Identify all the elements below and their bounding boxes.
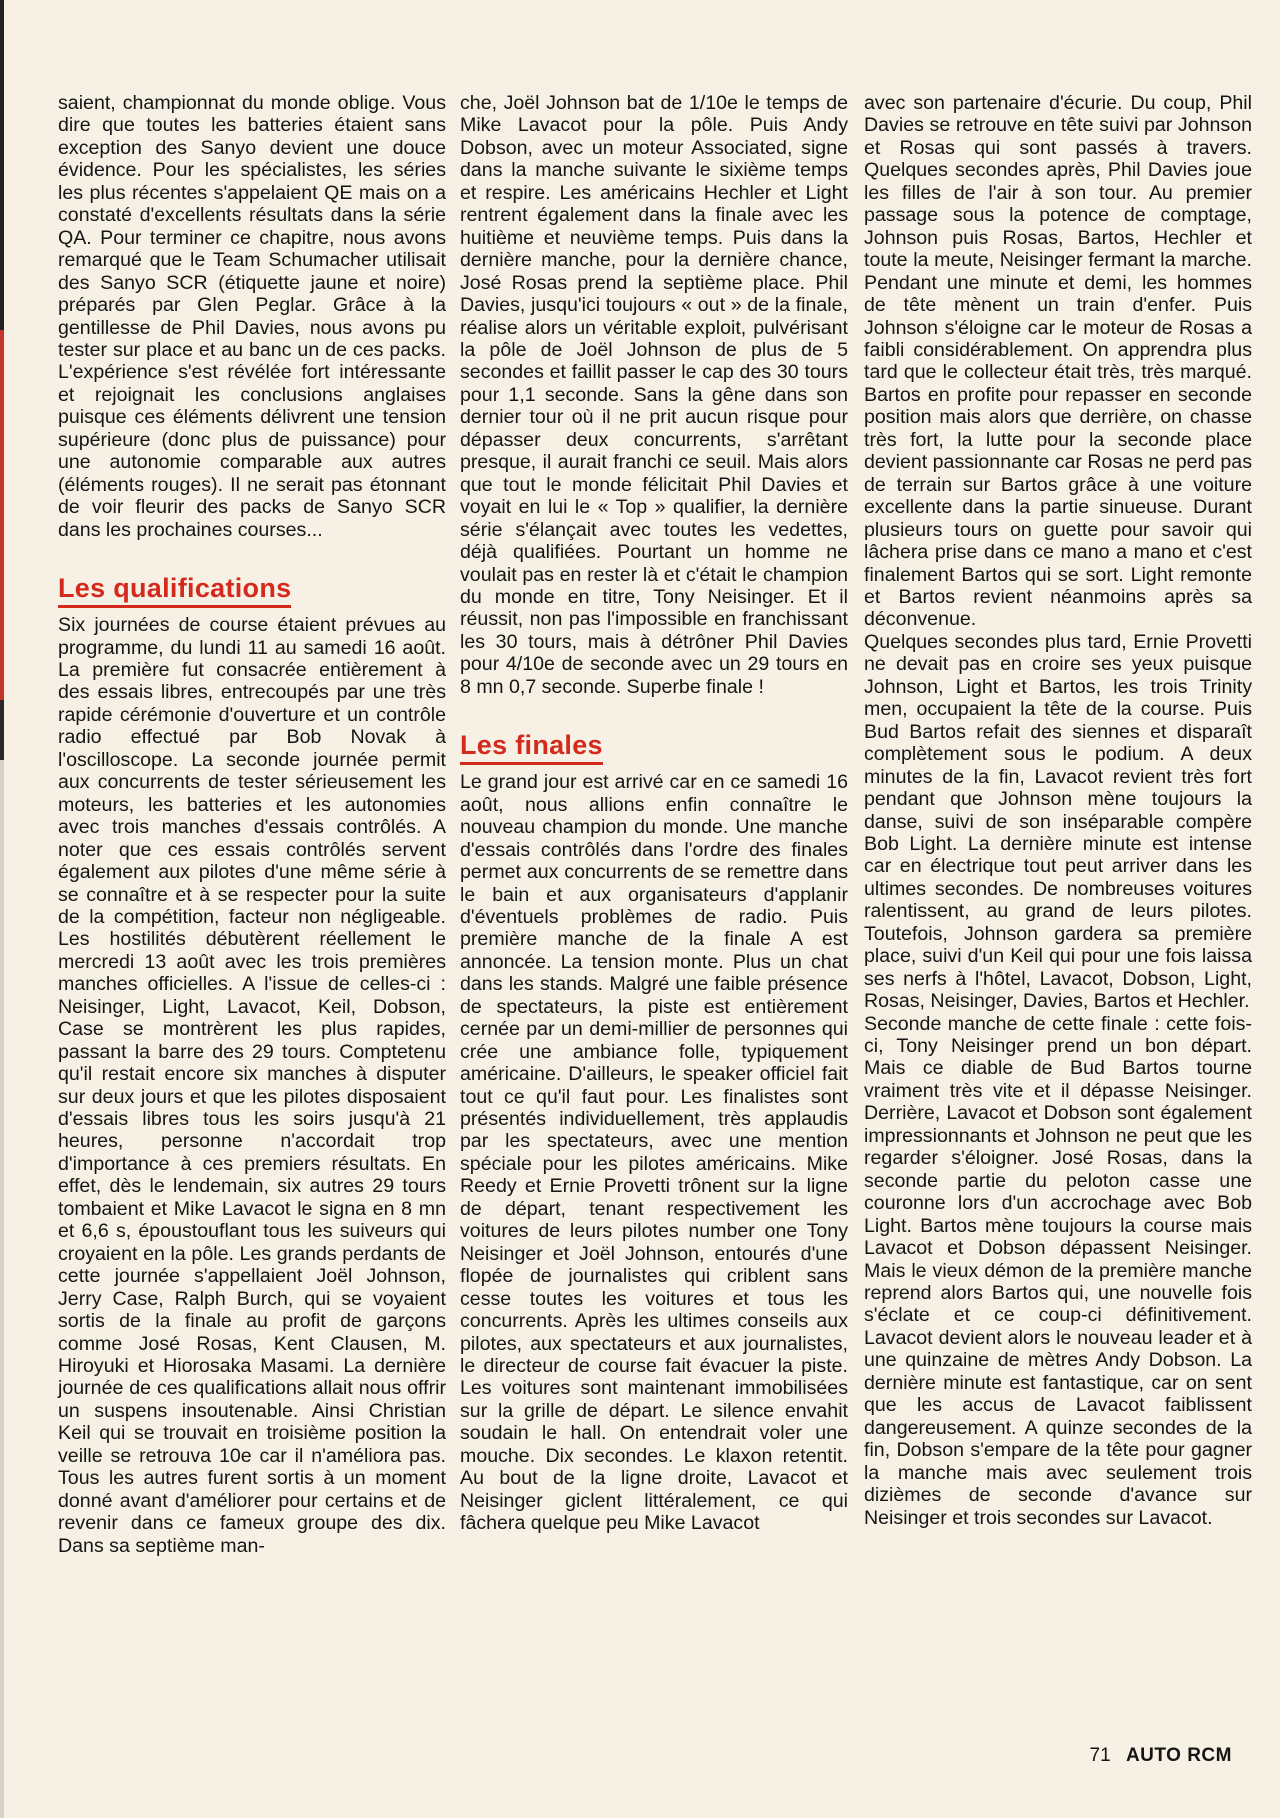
- paragraph: Seconde manche de cette finale : cette fois-ci, Tony Neisinger prend un bon départ. Mais ce diable de Bud Bartos tourne vraiment très vite et il dépasse Neisinger. Derrière, Lavacot et Dobson sont également impressionnants et Johnson ne peut que les regarder s'éloigner. José Rosas, dans la seconde partie du peloton casse une couronne lors d'un accrochage avec Bob Light. Bartos mène toujours la course mais Lavacot et Dobson dépassent Neisinger. Mais le vieux démon de la première manche reprend alors Bartos qui, une nouvelle fois s'éclate et ce coup-ci définitivement. Lavacot devient alors le nouveau leader et à une quinzaine de mètres Andy Dobson. La dernière minute est fantastique, car on sent que les accus de Lavacot faiblissent dangereusement. A quinze secondes de la fin, Dobson s'empare de la tête pour gagner la manche mais avec seulement trois dizièmes de seconde d'avance sur Neisinger et trois secondes sur Lavacot.: [864, 1012, 1252, 1529]
- paragraph: Six journées de course étaient prévues au programme, du lundi 11 au samedi 16 août. La première fut consacrée entièrement à des essais libres, entrecoupés par une très rapide cérémonie d'ouverture et un contrôle radio effectué par Bob Novak à l'oscilloscope. La seconde journée permit aux concurrents de tester sérieusement les moteurs, les batteries et les autonomies avec trois manches d'essais contrôlés. A noter que ces essais contrôlés servent également aux pilotes d'une même série à se connaître et à se respecter pour la suite de la compétition, facteur non négligeable. Les hostilités débutèrent réellement le mercredi 13 août avec les trois premières manches officielles. A l'issue de celles-ci : Neisinger, Light, Lavacot, Keil, Dobson, Case se montrèrent les plus rapides, passant la barre des 29 tours. Comptetenu qu'il restait encore six manches à disputer sur deux jours et que les pilotes disposaient d'essais libres tous les soirs jusqu'à 21 heures, personne n'accordait trop d'importance à ces premiers résultats. En effet, dès le lendemain, six autres 29 tours tombaient et Mike Lavacot le signa en 8 mn et 6,6 s, époustouflant tous les suiveurs qui croyaient en la pôle. Les grands perdants de cette journée s'appellaient Joël Johnson, Jerry Case, Ralph Burch, qui se voyaient sortis de la finale au profit de garçons comme José Rosas, Kent Clausen, M. Hiroyuki et Hiorosaka Masami. La dernière journée de ces qualifications allait nous offrir un suspens insoutenable. Ainsi Christian Keil qui se trouvait en troisième position la veille se retrouva 10e car il n'améliora pas. Tous les autres furent sortis à un moment donné avant d'améliorer pour certains et de revenir dans ce fameux groupe des dix. Dans sa septième man-: [58, 614, 446, 1557]
- paragraph: Quelques secondes plus tard, Ernie Provetti ne devait pas en croire ses yeux puisque Johnson, Light et Bartos, les trois Trinity men, occupaient la tête de la course. Puis Bud Bartos refait des siennes et disparaît complètement sous le podium. A deux minutes de la fin, Lavacot revient très fort pendant que Johnson mène toujours la danse, suivi de son inséparable compère Bob Light. La dernière minute est intense car en électrique tout peut arriver dans les ultimes secondes. De nombreuses voitures ralentissent, au grand de leurs pilotes. Toutefois, Johnson gardera sa première place, suivi d'un Keil qui pour une fois laissa ses nerfs à l'hôtel, Lavacot, Dobson, Light, Rosas, Neisinger, Davies, Bartos et Hechler.: [864, 630, 1252, 1013]
- page-footer: [1090, 1745, 1232, 1767]
- section-heading-finales: Les finales: [460, 728, 603, 765]
- page-number: 71: [1089, 1745, 1111, 1766]
- column-3: [864, 92, 1252, 1529]
- paragraph: Le grand jour est arrivé car en ce samedi 16 août, nous allions enfin connaître le nouveau champion du monde. Une manche d'essais contrôlés dans l'ordre des finales permet aux concurrents de se remettre dans le bain et aux organisateurs d'applanir d'éventuels problèmes de radio. Puis première manche de la finale A est annoncée. La tension monte. Plus un chat dans les stands. Malgré une faible présence de spectateurs, la piste est entièrement cernée par un demi-millier de personnes qui crée une ambiance folle, typiquement américaine. D'ailleurs, le speaker officiel fait tout ce qu'il faut pour. Les finalistes sont présentés individuellement, très applaudis par les spectateurs, avec une mention spéciale pour les pilotes américains. Mike Reedy et Ernie Provetti trônent sur la ligne de départ, tenant respectivement les voitures de leurs pilotes number one Tony Neisinger et Joël Johnson, entourés d'une flopée de journalistes qui criblent sans cesse toutes les voitures et tous les concurrents. Après les ultimes conseils aux pilotes, aux spectateurs et aux journalistes, le directeur de course fait évacuer la piste. Les voitures sont maintenant immobilisées sur la grille de départ. Le silence envahit soudain le hall. On entendrait voler une mouche. Dix secondes. Le klaxon retentit. Au bout de la ligne droite, Lavacot et Neisinger giclent littéralement, ce qui fâchera quelque peu Mike Lavacot: [460, 771, 848, 1535]
- page-edge: [0, 0, 4, 1818]
- section-heading-qualifications: Les qualifications: [58, 571, 291, 608]
- paragraph: avec son partenaire d'écurie. Du coup, Phil Davies se retrouve en tête suivi par Johnson et Rosas qui sont passés à travers. Quelques secondes après, Phil Davies joue les filles de l'air à son tour. Au premier passage sous la potence de comptage, Johnson puis Rosas, Bartos, Hechler et toute la meute, Neisinger fermant la marche. Pendant une minute et demi, les hommes de tête mènent un train d'enfer. Puis Johnson s'éloigne car le moteur de Rosas a faibli considérablement. On apprendra plus tard que le collecteur était très, très marqué. Bartos en profite pour repasser en seconde position mais alors que derrière, on chasse très fort, la lutte pour la seconde place devient passionnante car Rosas ne perd pas de terrain sur Bartos grâce à une voiture excellente dans la partie sinueuse. Durant plusieurs tours on guette pour savoir qui lâchera prise dans ce mano a mano et c'est finalement Bartos qui se sort. Light remonte et Bartos revient néanmoins après sa déconvenue.: [864, 92, 1252, 631]
- paragraph: saient, championnat du monde oblige. Vous dire que toutes les batteries étaient sans exception des Sanyo devient une douce évidence. Pour les spécialistes, les séries les plus récentes s'appelaient QE mais on a constaté d'excellents résultats dans la série QA. Pour terminer ce chapitre, nous avons remarqué que le Team Schumacher utilisait des Sanyo SCR (étiquette jaune et noire) préparés par Glen Peglar. Grâce à la gentillesse de Phil Davies, nous avons pu tester sur place et au banc un de ces packs. L'expérience s'est révélée fort intéressante et rejoignait les conclusions anglaises puisque ces éléments délivrent une tension supérieure (donc plus de puissance) pour une autonomie comparable aux autres (éléments rouges). Il ne serait pas étonnant de voir fleurir des packs de Sanyo SCR dans les prochaines courses...: [58, 92, 446, 541]
- column-1: [58, 92, 446, 1557]
- magazine-name: AUTO RCM: [1125, 1745, 1232, 1766]
- column-2: [460, 92, 848, 1535]
- paragraph: che, Joël Johnson bat de 1/10e le temps de Mike Lavacot pour la pôle. Puis Andy Dobson, avec un moteur Associated, signe dans la manche suivante le sixième temps et respire. Les américains Hechler et Light rentrent également dans la finale avec les huitième et neuvième temps. Puis dans la dernière manche, pour la dernière chance, José Rosas prend la septième place. Phil Davies, jusqu'ici toujours « out » de la finale, réalise alors un véritable exploit, pulvérisant la pôle de Joël Johnson de plus de 5 secondes et faillit passer le cap des 30 tours pour 1,1 seconde. Sans la gêne dans son dernier tour où il ne prit aucun risque pour dépasser deux concurrents, s'arrêtant presque, il aurait franchi ce seuil. Mais alors que tout le monde félicitait Phil Davies et voyait en lui le « Top » qualifier, la dernière série s'élançait avec toutes les vedettes, déjà qualifiées. Pourtant un homme ne voulait pas en rester là et c'était le champion du monde en titre, Tony Neisinger. Et il réussit, non pas l'impossible en franchissant les 30 tours, mais à détrôner Phil Davies pour 4/10e de seconde avec un 29 tours en 8 mn 0,7 seconde. Superbe finale !: [460, 92, 848, 698]
